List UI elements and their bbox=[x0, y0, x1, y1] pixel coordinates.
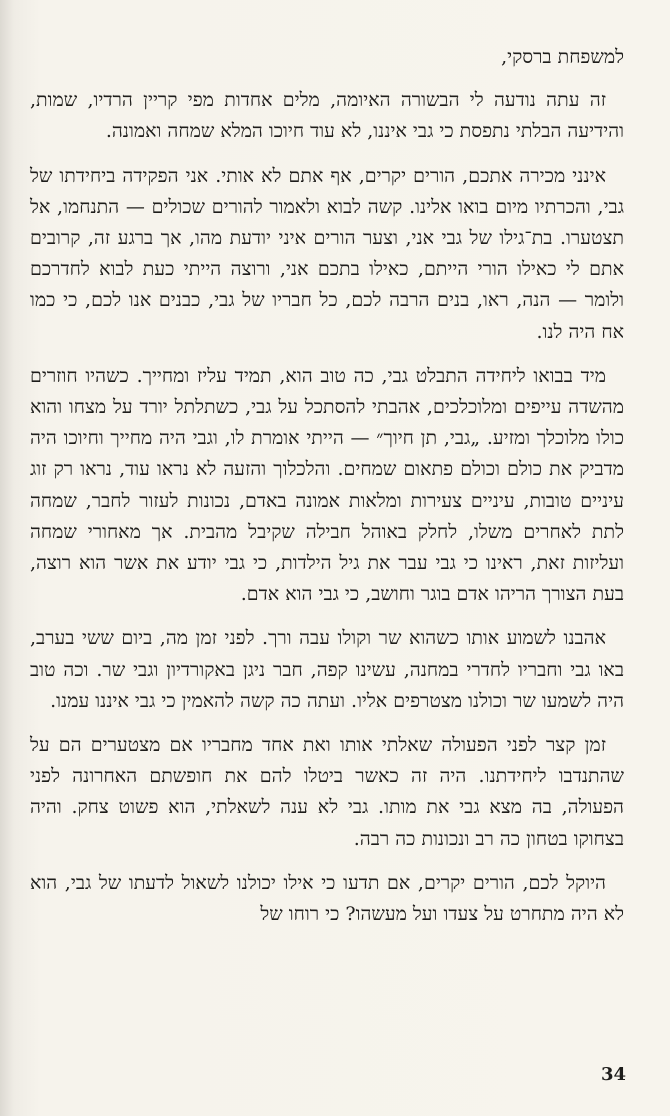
salutation: למשפחת ברסקי, bbox=[501, 46, 624, 68]
paragraph: מיד בבואו ליחידה התבלט גבי, כה טוב הוא, תמיד עליז ומחייך. כשהיו חוזרים מהשדה עייפים ומלוכלכים, אהבתי להסתכל על גבי, כשתלתל יורד על מצחו והוא כולו מלוכלך ומזיע. „גבי, תן חיוך״ — הייתי אומרת לו, וגבי היה מחייך וחיוכו היה מדביק את כולם וכולם פתאום שמחים. והלכלוך והזעה לא נראו עוד, נראו רק זוג עיניים טובות, עיניים צעירות ומלאות אמונה באדם, נכונות לעזור לחבר, שמחה לתת לאחרים משלו, לחלק באוהל חבילה שקיבל מהבית. אך מאחורי שמחה ועליזות זאת, ראינו כי גבי עבר את גיל הילדות, כי גבי יודע את אשר הוא רוצה, בעת הצורך הריהו אדם בוגר וחושב, כי גבי הוא אדם. bbox=[30, 364, 624, 606]
paragraph: אינני מכירה אתכם, הורים יקרים, אף אתם לא אותי. אני הפקידה ביחידתו של גבי, והכרתיו מיום בואו אלינו. קשה לבוא ולאמור להורים שכולים — התנחמו, אל תצטערו. בת־גילו של גבי אני, וצער הורים איני יודעת מהו, אך ברגע זה, קרובים אתם לי כאילו הורי הייתם, כאילו בתכם אני, ורוצה הייתי כעת לבוא לחדרכם ולומר — הנה, ראו, בנים הרבה לכם, כל חבריו של גבי, כבנים אנו לכם, כי כמו אח היה לנו. bbox=[30, 164, 624, 343]
paragraph: זה עתה נודעה לי הבשורה האיומה, מלים אחדות מפי קריין הרדיו, שמות, והידיעה הבלתי נתפסת כי גבי איננו, לא עוד חיוכו המלא שמחה ואמונה. bbox=[30, 89, 624, 143]
page-number: 34 bbox=[600, 1064, 626, 1085]
paragraph: היוקל לכם, הורים יקרים, אם תדעו כי אילו יכולנו לשאול לדעתו של גבי, הוא לא היה מתחרט על צעדו ועל מעשהו? כי רוחו של bbox=[30, 871, 624, 926]
paragraph: אהבנו לשמוע אותו כשהוא שר וקולו עבה ורך. לפני זמן מה, ביום ששי בערב, באו גבי וחבריו לחדרי במחנה, עשינו קפה, חבר ניגן באקורדיון וגבי שר. וכה טוב היה לשמעו שר וכולנו מצטרפים אליו. ועתה כה קשה להאמין כי גבי איננו עמנו. bbox=[30, 627, 624, 712]
paragraph: זמן קצר לפני הפעולה שאלתי אותו ואת אחד מחבריו אם מצטערים הם על שהתנדבו ליחידתנו. היה זה כאשר ביטלו להם את חופשתם האחרונה לפני הפעולה, בה מצא גבי את מותו. גבי לא ענה לשאלתי, הוא פשוט צחק. והיה בצחוקו בטחון כה רב ונכונות כה רבה. bbox=[30, 734, 625, 850]
letter-body bbox=[30, 42, 624, 943]
